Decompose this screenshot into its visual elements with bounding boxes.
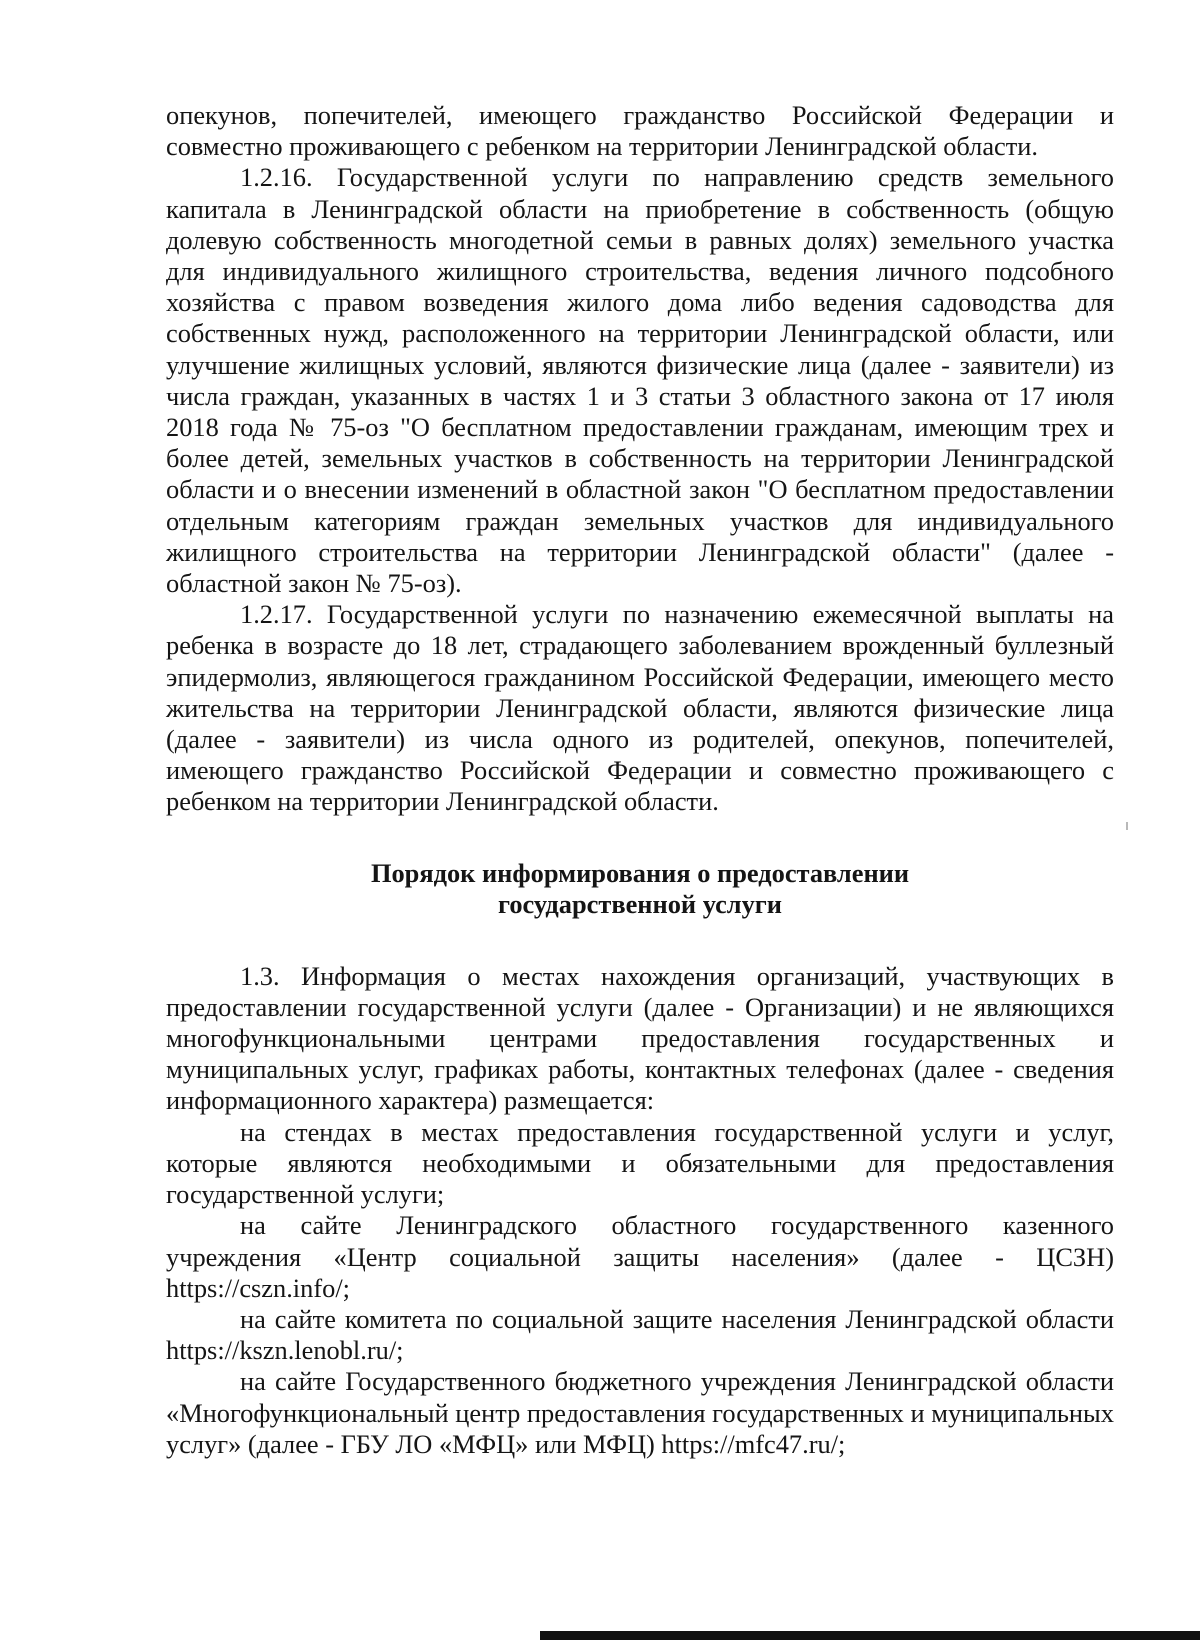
paragraph-1-2-17: 1.2.17. Государственной услуги по назначению ежемесячной выплаты на ребенка в возрасте до 18 лет, страдающего заболеванием врожденный буллезный эпидермолиз, являющегося гражданином Российской Федерации, имеющего место жительства на территории Ленинградской области, являются физические лица (далее - заявители) из числа одного из родителей, опекунов, попечителей, имеющего гражданство Российской Федерации и совместно проживающего с ребенком на территории Ленинградской области. — [166, 599, 1114, 817]
paragraph-stands: на стендах в местах предоставления государственной услуги и услуг, которые являются необходимыми и обязательными для предоставления государственной услуги; — [166, 1116, 1114, 1210]
scan-bottom-edge — [540, 1631, 1200, 1640]
section-heading-line-2: государственной услуги — [498, 889, 782, 920]
paragraph-kszn-site: на сайте комитета по социальной защите населения Ленинградской области https://kszn.lenobl.ru/; — [166, 1303, 1114, 1366]
paragraph-1-2-16: 1.2.16. Государственной услуги по направлению средств земельного капитала в Ленинградской области на приобретение в собственность (общую долевую собственность многодетной семьи в равных долях) земельного участка для индивидуального жилищного строительства, ведения личного подсобного хозяйства с правом возведения жилого дома либо ведения садоводства для собственных нужд, расположенного на территории Ленинградской области, или улучшение жилищных условий, являются физические лица (далее - заявители) из числа граждан, указанных в частях 1 и 3 статьи 3 областного закона от 17 июля 2018 года № 75-оз "О бесплатном предоставлении гражданам, имеющим трех и более детей, земельных участков в собственность на территории Ленинградской области и о внесении изменений в областной закон "О бесплатном предоставлении отдельным категориям граждан земельных участков для индивидуального жилищного строительства на территории Ленинградской области" (далее - областной закон № 75-оз). — [166, 162, 1114, 599]
paragraph-cszn-site: на сайте Ленинградского областного государственного казенного учреждения «Центр социальной защиты населения» (далее - ЦСЗН) https://cszn.info/; — [166, 1210, 1114, 1303]
paragraph-1-3: 1.3. Информация о местах нахождения организаций, участвующих в предоставлении государственной услуги (далее - Организации) и не являющихся многофункциональными центрами предоставления государственных и муниципальных услуг, графиках работы, контактных телефонах (далее - сведения информационного характера) размещается: — [166, 960, 1114, 1116]
paragraph-continuation: опекунов, попечителей, имеющего гражданство Российской Федерации и совместно проживающего с ребенком на территории Ленинградской области. — [166, 100, 1114, 162]
scan-speck — [1126, 822, 1128, 830]
section-heading-line-1: Порядок информирования о предоставлении — [370, 857, 910, 888]
section-heading — [166, 858, 1114, 921]
document-body — [166, 100, 1114, 1460]
paragraph-mfc-site: на сайте Государственного бюджетного учреждения Ленинградской области «Многофункциональный центр предоставления государственных и муниципальных услуг» (далее - ГБУ ЛО «МФЦ» или МФЦ) https://mfc47.ru/; — [166, 1366, 1114, 1459]
